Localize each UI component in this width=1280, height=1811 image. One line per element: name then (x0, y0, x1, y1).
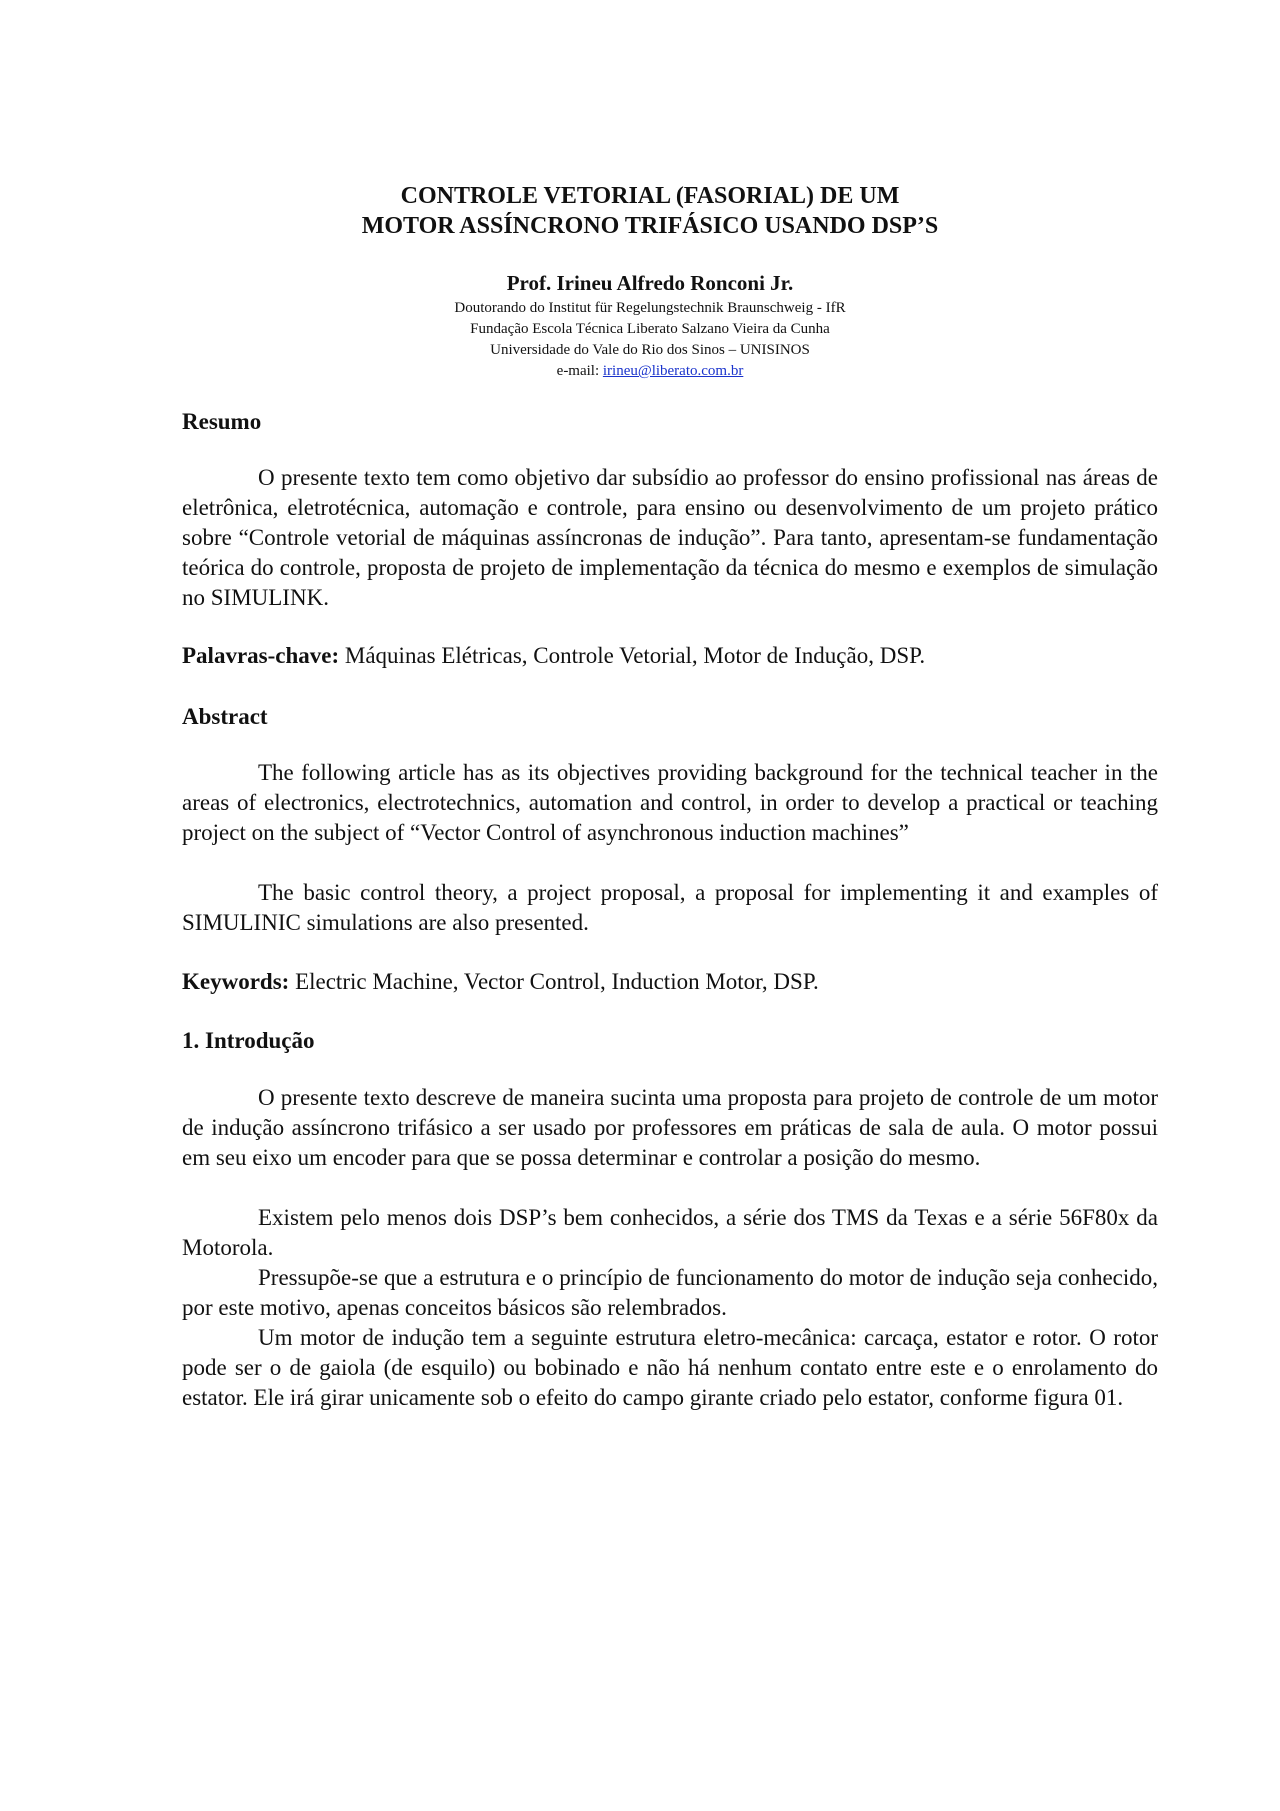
email-link[interactable]: irineu@liberato.com.br (602, 363, 744, 379)
title-line-1: CONTROLE VETORIAL (FASORIAL) DE UM (400, 183, 900, 209)
author-name: Prof. Irineu Alfredo Ronconi Jr. (506, 271, 794, 295)
affiliation-line: Fundação Escola Técnica Liberato Salzano Vieira da Cunha (470, 321, 830, 337)
intro-para-3: Pressupõe-se que a estrutura e o princípio de funcionamento do motor de indução seja conhecido, por este motivo, apenas conceitos básicos são relembrados. (182, 1265, 1158, 1320)
affiliation-line: Universidade do Vale do Rio dos Sinos – UNISINOS (490, 342, 810, 358)
paper-title (180, 181, 1120, 241)
abstract-heading: Abstract (182, 704, 268, 729)
email-line (180, 361, 1120, 382)
intro-para-2: Existem pelo menos dois DSP’s bem conhecidos, a série dos TMS da Texas e a série 56F80x da Motorola. (182, 1205, 1158, 1260)
intro-para-4: Um motor de indução tem a seguinte estrutura eletro-mecânica: carcaça, estator e rotor. O rotor pode ser o de gaiola (de esquilo) ou bobinado e não há nenhum contato entre este e o enrolamento do estator. Ele irá girar unicamente sob o efeito do campo girante criado pelo estator, conforme figura 01. (182, 1325, 1158, 1410)
keywords-pt: Máquinas Elétricas, Controle Vetorial, Motor de Indução, DSP. (339, 643, 926, 668)
resumo-text: O presente texto tem como objetivo dar subsídio ao professor do ensino profissional nas áreas de eletrônica, eletrotécnica, automação e controle, para ensino ou desenvolvimento de um projeto prático sobre “Controle vetorial de máquinas assíncronas de indução”. Para tanto, apresentam-se fundamentação teórica do controle, proposta de projeto de implementação da técnica do mesmo e exemplos de simulação no SIMULINK. (182, 465, 1158, 610)
keywords-en: Electric Machine, Vector Control, Induction Motor, DSP. (289, 969, 819, 994)
intro-para-1: O presente texto descreve de maneira sucinta uma proposta para projeto de controle de um motor de indução assíncrono trifásico a ser usado por professores em práticas de sala de aula. O motor possui em seu eixo um encoder para que se possa determinar e controlar a posição do mesmo. (182, 1085, 1158, 1170)
email-label: e-mail: (556, 363, 603, 379)
abstract-para-2: The basic control theory, a project proposal, a proposal for implementing it and examples of SIMULINIC simulations are also presented. (182, 880, 1158, 935)
keywords-label-en: Keywords: (182, 969, 290, 994)
title-line-2: MOTOR ASSÍNCRONO TRIFÁSICO USANDO DSP’S (361, 213, 939, 239)
author-affiliations (180, 298, 1120, 382)
abstract-keywords (182, 967, 1158, 997)
keywords-label-pt: Palavras-chave: (182, 643, 340, 668)
affiliation-line: Doutorando do Institut für Regelungstechnik Braunschweig - IfR (454, 300, 846, 316)
abstract-para-1: The following article has as its objectives providing background for the technical teacher in the areas of electronics, electrotechnics, automation and control, in order to develop a practical or teaching project on the subject of “Vector Control of asynchronous induction machines” (182, 760, 1158, 845)
resumo-heading: Resumo (182, 409, 262, 434)
resumo-keywords (182, 641, 1158, 671)
intro-heading: 1. Introdução (182, 1028, 315, 1053)
